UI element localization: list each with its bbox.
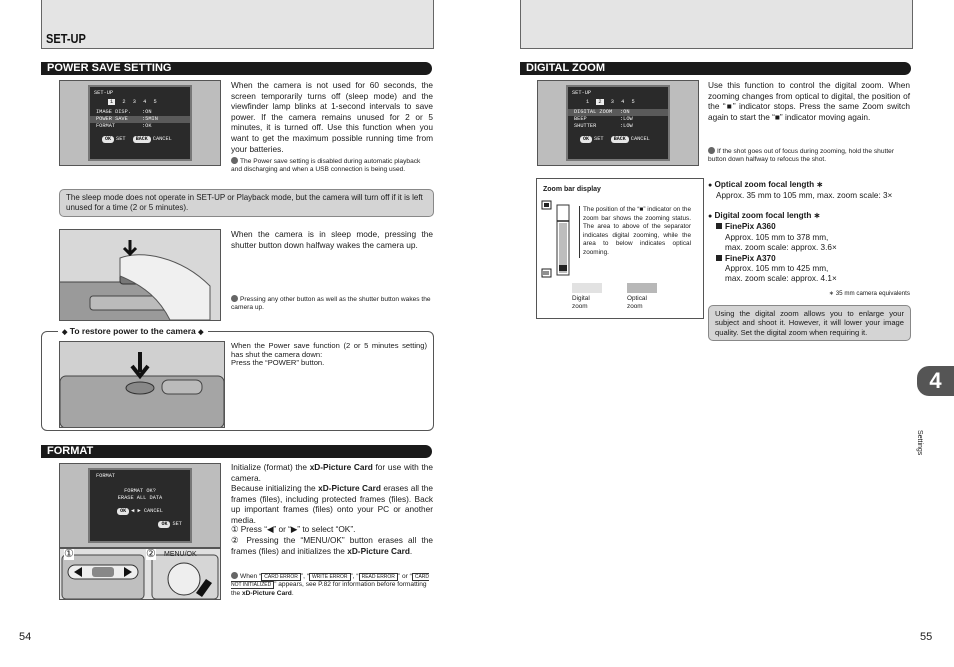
section-heading-digital-zoom: DIGITAL ZOOM <box>520 62 911 75</box>
format-body-2: Because initializing the xD-Picture Card erases all the frames (files), including protected frames (files). Back up important frames (files) onto your PC or another media. <box>231 483 433 525</box>
a360-label: FinePix A360 <box>708 222 910 232</box>
sleep-wake-memo: Pressing any other button as well as the shutter button wakes the camera up. <box>231 296 431 312</box>
format-memo: When “ CARD ERROR ”, “ WRITE ERROR ”, “ READ ERROR ” or “ CARD NOT INITIALIZED ” appears, see P.82 for information before formatting the xD-Picture Card. <box>231 573 430 597</box>
dz-lcd-row-beep: BEEP :LOW <box>574 116 633 122</box>
dz-lcd-row-digital-zoom: DIGITAL ZOOM :ON <box>568 109 668 116</box>
chapter-label: Settings <box>916 430 923 456</box>
lcd-buttons: OK SET BACK CANCEL <box>90 136 190 143</box>
section-heading-format: FORMAT <box>41 445 432 458</box>
format-step-1: ① Press “◀” or “▶” to select “OK”. <box>231 524 356 534</box>
format-lcd-line1: FORMAT OK? <box>124 488 156 494</box>
camera-hand-illustration <box>60 230 220 320</box>
dz-lcd-title: SET-UP <box>572 90 592 96</box>
zoom-bar-title: Zoom bar display <box>543 186 601 193</box>
lcd-row-power-save: POWER SAVE :5MIN <box>90 116 190 123</box>
format-body-1: Initialize (format) the xD-Picture Card for use with the camera. <box>231 462 433 483</box>
optical-focal-title: ● Optical zoom focal length ∗ <box>708 180 824 189</box>
dz-lcd-tabs: 1 2 3 4 5 <box>586 99 635 105</box>
a360-line2: max. zoom scale: approx. 3.6× <box>725 243 837 253</box>
step1-marker: ① <box>64 548 74 560</box>
lcd-tabs: 1 2 3 4 5 <box>110 99 157 105</box>
power-save-body: When the camera is not used for 60 seconds, the screen temporarily turns off (sleep mode) and the viewfinder lamp blinks at 1-second intervals to save power. If the camera remains unused for 2 or 5 minutes, it is turned off. Use this function when you want to get the maximum possible running time from your batteries. <box>231 80 433 154</box>
power-button-photo <box>59 341 225 428</box>
a370-line2: max. zoom scale: approx. 4.1× <box>725 274 837 284</box>
lcd-row-image-disp: IMAGE DISP. :ON <box>96 109 152 115</box>
restore-power-heading: ◆ To restore power to the camera ◆ <box>58 326 208 336</box>
a360-line1: Approx. 105 mm to 378 mm, <box>725 232 829 242</box>
zoom-bar-description: The position of the “■” indicator on the zoom bar shows the zooming status. The area to above of the separator indicates digital zooming, while the area to below indicates optical zooming. <box>579 206 691 258</box>
optical-zoom-legend-label: Optical zoom <box>627 295 647 310</box>
sleep-mode-note-box: The sleep mode does not operate in SET-UP or Playback mode, but the camera will turn off if it is left unused for a time (2 or 5 minutes). <box>59 189 434 217</box>
zoom-bar-graphic <box>541 199 581 281</box>
format-lcd-title: FORMAT <box>96 473 116 479</box>
memo-icon <box>708 147 715 154</box>
format-lcd-choice: OK ◀ ▶ CANCEL <box>90 508 190 515</box>
digital-zoom-memo: If the shot goes out of focus during zooming, hold the shutter button down halfway to refocus the shot. <box>708 148 895 164</box>
format-step-2: ② Pressing the “MENU/OK” button erases all the frames (files) and initializes the xD-Picture Card. <box>231 535 433 556</box>
digital-zoom-note-box: Using the digital zoom allows you to enlarge your subject and shoot it. However, it will lower your image quality. Set the digital zoom when requiring it. <box>708 305 911 341</box>
format-controls-photo <box>59 548 221 600</box>
a370-line1: Approx. 105 mm to 425 mm, <box>725 264 829 274</box>
restore-power-text-2: Press the “POWER” button. <box>231 358 325 367</box>
power-save-memo: The Power save setting is disabled during automatic playback and discharging and when a USB connection is being used. <box>231 158 421 174</box>
format-lcd-screen <box>88 468 192 543</box>
zoom-bar-display-box <box>536 178 704 319</box>
digital-zoom-body: Use this function to control the digital zoom. When zooming changes from optical to digital, the position of the “■” indicator stops. Press the same Zoom switch again to start the “■” indicator moving again. <box>708 80 910 122</box>
digital-zoom-legend-label: Digital zoom <box>572 295 590 310</box>
digital-focal-length-block <box>708 211 910 285</box>
format-lcd-frame <box>59 463 221 548</box>
sleep-wake-text: When the camera is in sleep mode, pressing the shutter button down halfway wakes the camera up. <box>231 229 433 250</box>
restore-power-text-1: When the Power save function (2 or 5 minutes setting) has shut the camera down: <box>231 341 427 360</box>
left-page-number: 54 <box>19 631 32 643</box>
dz-lcd-row-shutter: SHUTTER :LOW <box>574 123 633 129</box>
chapter-tab: 4 <box>917 366 954 396</box>
optical-focal-value: Approx. 35 mm to 105 mm, max. zoom scale: 3× <box>716 191 893 201</box>
shutter-halfway-photo <box>59 229 221 321</box>
digital-zoom-lcd-frame <box>537 80 699 166</box>
left-header-box <box>41 0 434 49</box>
lcd-row-format: FORMAT :OK <box>96 123 152 129</box>
section-heading-power-save: POWER SAVE SETTING <box>41 62 432 75</box>
menu-ok-label: MENU/OK <box>164 551 197 558</box>
dz-lcd-buttons: OK SET BACK CANCEL <box>568 136 668 143</box>
power-button-illustration <box>60 342 224 427</box>
memo-icon <box>231 295 238 302</box>
memo-icon <box>231 157 238 164</box>
digital-zoom-lcd-screen <box>566 85 670 161</box>
format-lcd-set: OK SET <box>90 521 190 528</box>
power-save-lcd-frame <box>59 80 221 166</box>
lcd-title: SET-UP <box>94 90 114 96</box>
digital-focal-title: ● Digital zoom focal length ∗ <box>708 211 821 220</box>
right-header-box <box>520 0 913 49</box>
format-lcd-line2: ERASE ALL DATA <box>117 495 163 501</box>
right-page-number: 55 <box>920 631 933 643</box>
digital-zoom-swatch <box>572 283 602 293</box>
memo-icon <box>231 572 238 579</box>
a370-label: FinePix A370 <box>708 254 910 264</box>
step2-marker: ② <box>146 548 156 560</box>
optical-focal-length-block <box>708 180 910 202</box>
optical-zoom-swatch <box>627 283 657 293</box>
left-header-title: SET-UP <box>46 31 86 46</box>
power-save-lcd-screen <box>88 85 192 161</box>
focal-footnote: ∗ 35 mm camera equivalents <box>828 290 910 297</box>
